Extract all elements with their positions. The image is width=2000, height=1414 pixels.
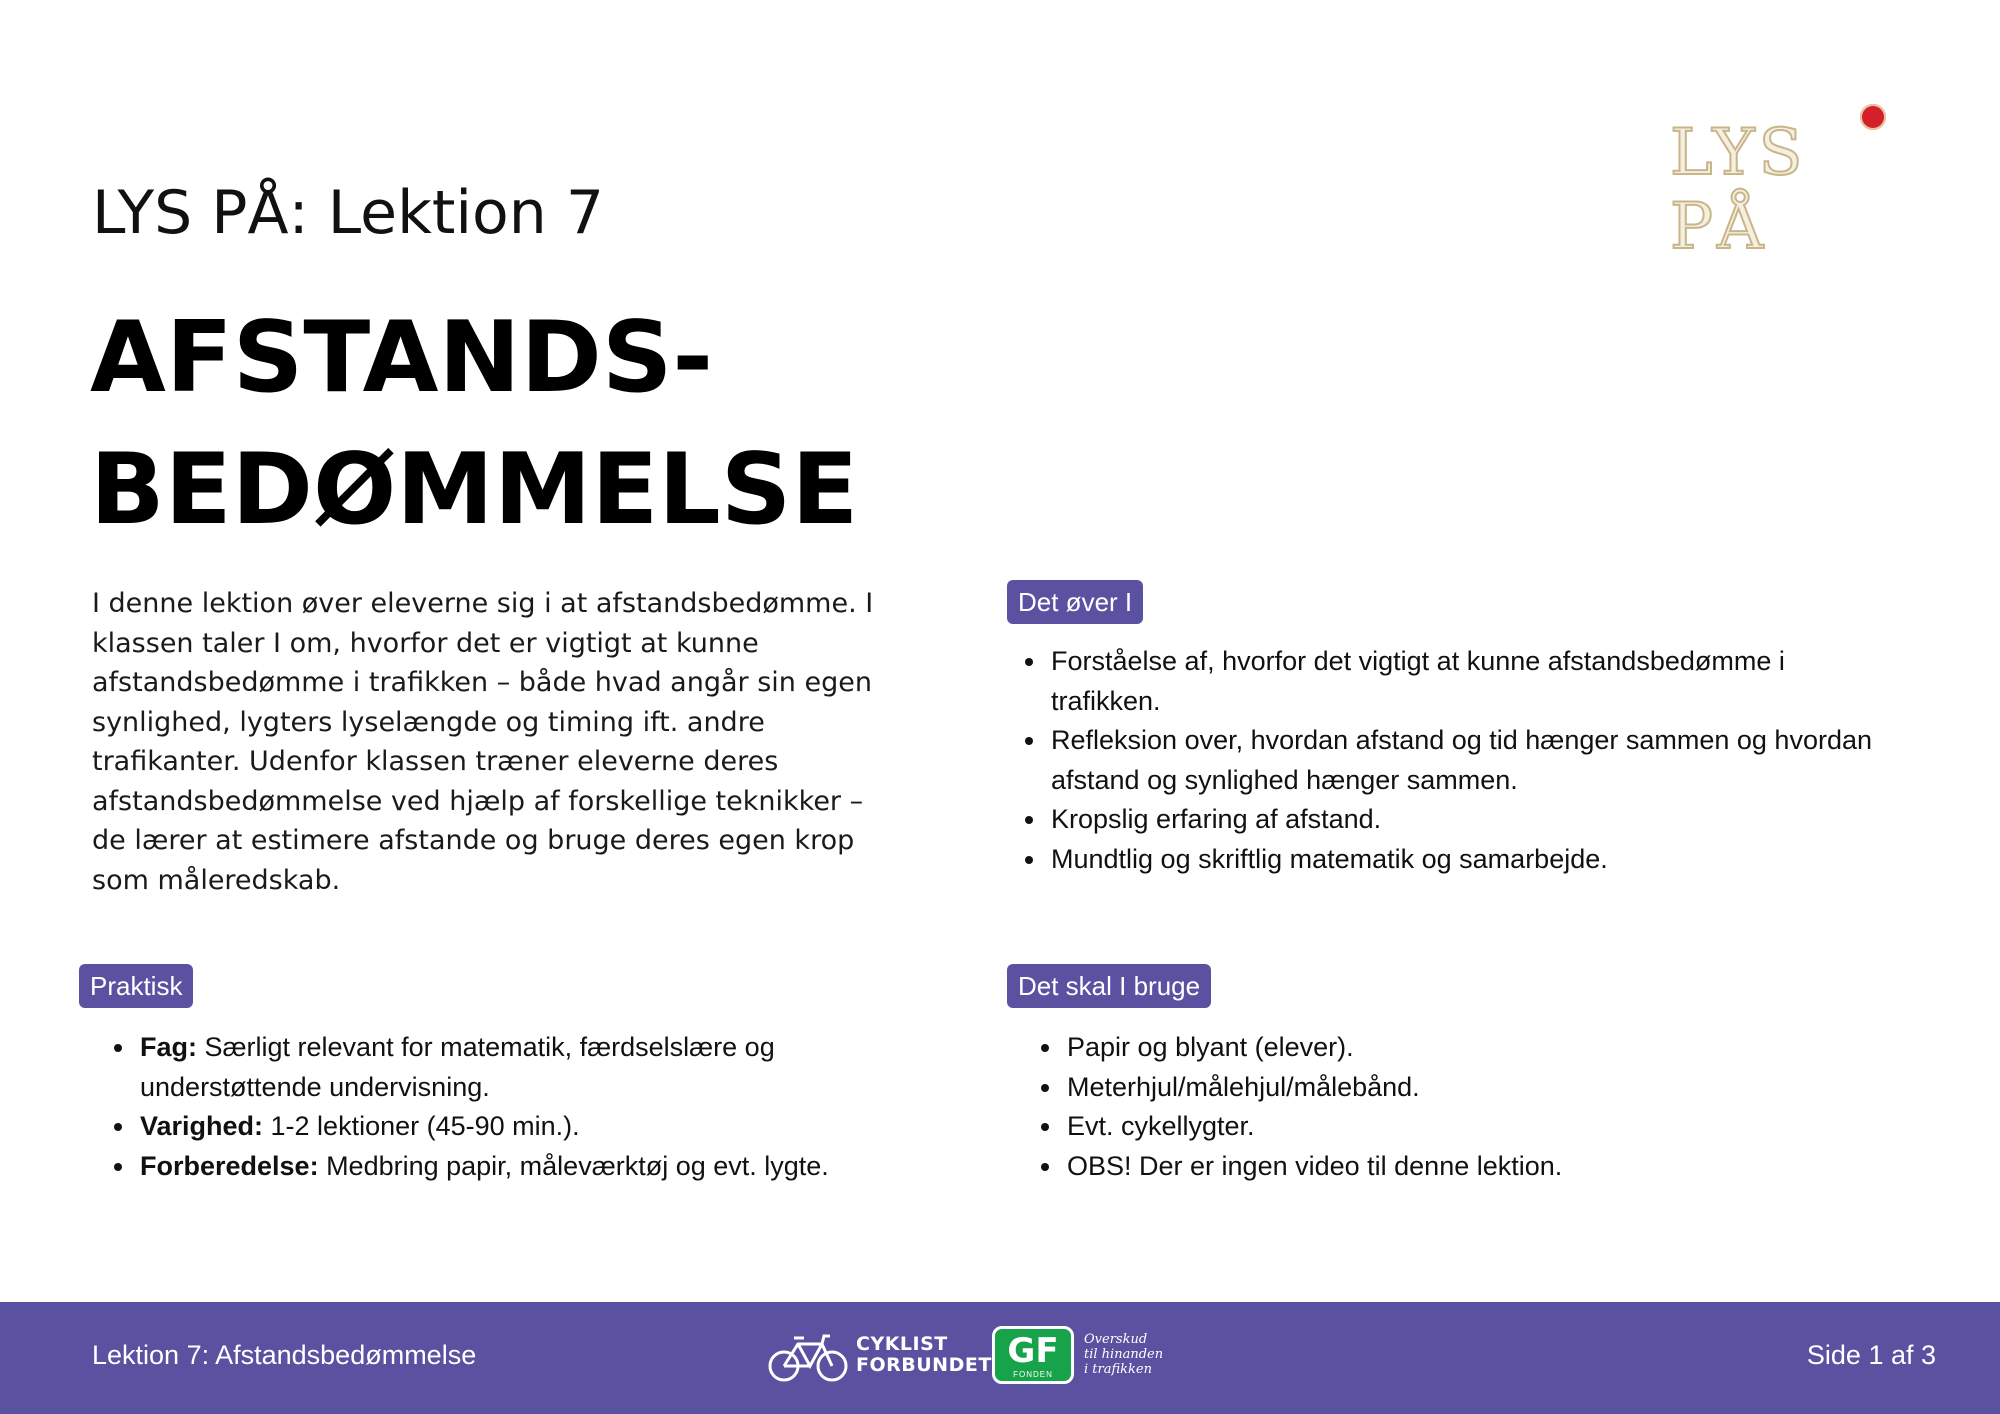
page-title (90, 292, 858, 556)
item-text: 1-2 lektioner (45-90 min.). (263, 1111, 580, 1141)
item-text: Særligt relevant for matematik, færdselslære og understøttende undervisning. (140, 1032, 775, 1102)
slogan-line-3: i trafikken (1084, 1362, 1152, 1377)
page-number: Side 1 af 3 (1806, 1340, 1936, 1370)
intro-paragraph: I denne lektion øver eleverne sig i at afstandsbedømme. I klassen taler I om, hvorfor det er vigtigt at kunne afstandsbedømme i trafikken – både hvad angår sin egen synlighed, lygters lyselængde og timing ift. andre trafikanter. Udenfor klassen træner eleverne deres afstandsbedømmelse ved hjælp af forskellige teknikker – de lærer at estimere afstande og bruge deres egen krop som måleredskab. (92, 588, 874, 896)
list-item: Evt. cykellygter. (1033, 1107, 1893, 1147)
title-line-2: BEDØMMELSE (90, 433, 859, 547)
logo-dot-icon (1860, 104, 1886, 130)
det-skal-list (1033, 1028, 1893, 1186)
list-item: OBS! Der er ingen video til denne lektion. (1033, 1147, 1893, 1187)
item-key: Forberedelse: (140, 1150, 319, 1181)
praktisk-tag: Praktisk (79, 964, 193, 1008)
footer-lesson-title: Lektion 7: Afstandsbedømmelse (92, 1340, 477, 1370)
list-item (106, 1147, 886, 1187)
list-item (106, 1107, 886, 1147)
list-item: Papir og blyant (elever). (1033, 1028, 1893, 1068)
list-item: Refleksion over, hvordan afstand og tid hænger sammen og hvordan afstand og synlighed hænger sammen. (1017, 721, 1877, 800)
det-over-tag: Det øver I (1007, 580, 1143, 624)
det-over-list (1017, 642, 1877, 879)
title-line-1: AFSTANDS- (90, 301, 714, 415)
cyklist-line-1: CYKLIST (856, 1333, 948, 1355)
cyklistforbundet-logo (766, 1332, 992, 1384)
footer-bar (0, 1302, 2000, 1414)
bicycle-icon (766, 1332, 850, 1384)
item-key: Varighed: (140, 1111, 264, 1141)
lys-paa-logo (1670, 108, 1900, 264)
gf-slogan (1084, 1332, 1163, 1377)
slogan-line-2: til hinanden (1084, 1347, 1164, 1362)
list-item: Forståelse af, hvorfor det vigtigt at kunne afstandsbedømme i trafikken. (1017, 642, 1877, 721)
list-item: Meterhjul/målehjul/målebånd. (1033, 1068, 1893, 1108)
list-item: Mundtlig og skriftlig matematik og samarbejde. (1017, 840, 1877, 880)
slogan-line-1: Overskud (1084, 1332, 1148, 1347)
det-skal-tag: Det skal I bruge (1007, 964, 1211, 1008)
item-key: Fag: (140, 1032, 197, 1062)
list-item (106, 1028, 886, 1107)
cyklistforbundet-text (856, 1334, 992, 1376)
gf-sub-text: FONDEN (1013, 1370, 1053, 1379)
logo-text: LYS PÅ (1670, 116, 1807, 264)
gf-text: GF (1007, 1331, 1059, 1371)
lesson-subtitle: LYS PÅ: Lektion 7 (92, 178, 604, 248)
cyklist-line-2: FORBUNDET (856, 1354, 992, 1376)
list-item: Kropslig erfaring af afstand. (1017, 800, 1877, 840)
praktisk-list (106, 1028, 886, 1186)
gf-fonden-logo (992, 1326, 1074, 1384)
item-text: Medbring papir, måleværktøj og evt. lygte. (318, 1150, 829, 1181)
